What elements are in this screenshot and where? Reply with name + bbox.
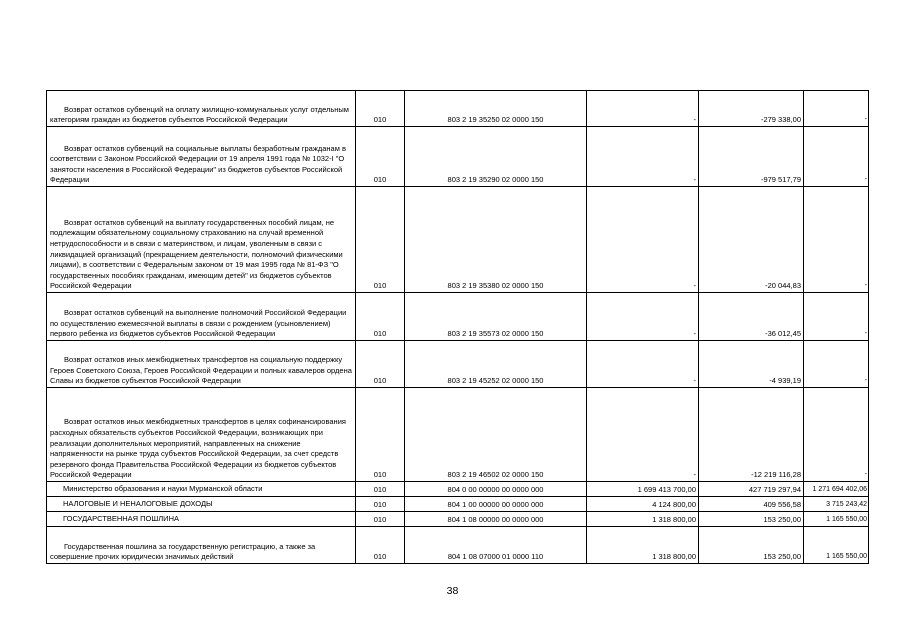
row-value-unexecuted: - [804,91,869,127]
row-budget-code: 803 2 19 35250 02 0000 150 [405,91,587,127]
row-value-unexecuted: - [804,187,869,293]
row-description: Возврат остатков субвенций на оплату жилищно-коммунальных услуг отдельным категориям граждан из бюджетов субъектов Российской Федерации [47,91,356,127]
row-description: ГОСУДАРСТВЕННАЯ ПОШЛИНА [47,512,356,527]
table-row [47,91,869,127]
budget-income-table [46,90,869,564]
row-value-unexecuted: 3 715 243,42 [804,497,869,512]
row-line-code: 010 [356,187,405,293]
row-description: Возврат остатков иных межбюджетных трансфертов в целях софинансирования расходных обязательств субъектов Российской Федерации, возникающих при реализации дополнительных мероприятий, направленных на снижение напряженности на рынке труда субъектов Российской Федерации, за счет средств резервного фонда Правительства Российской Федерации из бюджетов субъектов Российской Федерации [47,388,356,482]
row-value-planned: - [587,91,699,127]
row-value-executed: -979 517,79 [699,127,804,187]
row-value-unexecuted: - [804,341,869,388]
row-value-planned: 1 318 800,00 [587,512,699,527]
row-value-planned: - [587,388,699,482]
row-line-code: 010 [356,388,405,482]
row-line-code: 010 [356,293,405,341]
row-budget-code: 803 2 19 35380 02 0000 150 [405,187,587,293]
row-line-code: 010 [356,341,405,388]
row-value-executed: -4 939,19 [699,341,804,388]
table-row [47,341,869,388]
row-value-unexecuted: 1 165 550,00 [804,527,869,564]
row-value-planned: 4 124 800,00 [587,497,699,512]
row-value-executed: -36 012,45 [699,293,804,341]
table-row [47,127,869,187]
page-number: 38 [446,585,459,597]
row-description: Государственная пошлина за государственную регистрацию, а также за совершение прочих юридически значимых действий [47,527,356,564]
row-budget-code: 803 2 19 35290 02 0000 150 [405,127,587,187]
row-value-planned: - [587,127,699,187]
row-description: Возврат остатков субвенций на выполнение полномочий Российской Федерации по осуществлению ежемесячной выплаты в связи с рождением (усыновлением) первого ребенка из бюджетов субъектов Российской Федерации [47,293,356,341]
row-description: Возврат остатков субвенций на социальные выплаты безработным гражданам в соответствии с Законом Российской Федерации от 19 апреля 1991 года № 1032-I "О занятости населения в Российской Федерации" из бюджетов субъектов Российской Федерации [47,127,356,187]
row-value-executed: -279 338,00 [699,91,804,127]
row-value-planned: 1 699 413 700,00 [587,482,699,497]
table-row [47,482,869,497]
row-budget-code: 804 0 00 00000 00 0000 000 [405,482,587,497]
row-value-unexecuted: 1 165 550,00 [804,512,869,527]
row-value-planned: - [587,187,699,293]
row-line-code: 010 [356,527,405,564]
row-value-unexecuted: - [804,127,869,187]
row-value-unexecuted: - [804,293,869,341]
row-budget-code: 804 1 08 07000 01 0000 110 [405,527,587,564]
row-value-executed: 427 719 297,94 [699,482,804,497]
row-value-unexecuted: 1 271 694 402,06 [804,482,869,497]
table-row [47,187,869,293]
row-description: НАЛОГОВЫЕ И НЕНАЛОГОВЫЕ ДОХОДЫ [47,497,356,512]
row-value-planned: 1 318 800,00 [587,527,699,564]
row-value-planned: - [587,341,699,388]
row-line-code: 010 [356,512,405,527]
row-value-unexecuted: - [804,388,869,482]
row-description: Возврат остатков субвенций на выплату государственных пособий лицам, не подлежащим обязательному социальному страхованию на случай временной нетрудоспособности и в связи с материнством, и лицам, уволенным в связи с ликвидацией организаций (прекращением деятельности, полномочий физическими лицами), в соответствии с Федеральным законом от 19 мая 1995 года № 81-ФЗ "О государственных пособиях гражданам, имеющим детей" из бюджетов субъектов Российской Федерации [47,187,356,293]
row-budget-code: 803 2 19 35573 02 0000 150 [405,293,587,341]
row-value-executed: 409 556,58 [699,497,804,512]
row-value-executed: -20 044,83 [699,187,804,293]
table-row [47,388,869,482]
row-value-executed: 153 250,00 [699,512,804,527]
row-description: Министерство образования и науки Мурманской области [47,482,356,497]
table-row [47,512,869,527]
row-value-executed: 153 250,00 [699,527,804,564]
row-value-planned: - [587,293,699,341]
row-line-code: 010 [356,127,405,187]
row-budget-code: 803 2 19 45252 02 0000 150 [405,341,587,388]
row-line-code: 010 [356,497,405,512]
row-value-executed: -12 219 116,28 [699,388,804,482]
table-row [47,527,869,564]
row-line-code: 010 [356,482,405,497]
row-budget-code: 804 1 00 00000 00 0000 000 [405,497,587,512]
table-row [47,293,869,341]
row-line-code: 010 [356,91,405,127]
row-budget-code: 804 1 08 00000 00 0000 000 [405,512,587,527]
row-description: Возврат остатков иных межбюджетных трансфертов на социальную поддержку Героев Советского Союза, Героев Российской Федерации и полных кавалеров ордена Славы из бюджетов субъектов Российской Федерации [47,341,356,388]
table-row [47,497,869,512]
row-budget-code: 803 2 19 46502 02 0000 150 [405,388,587,482]
